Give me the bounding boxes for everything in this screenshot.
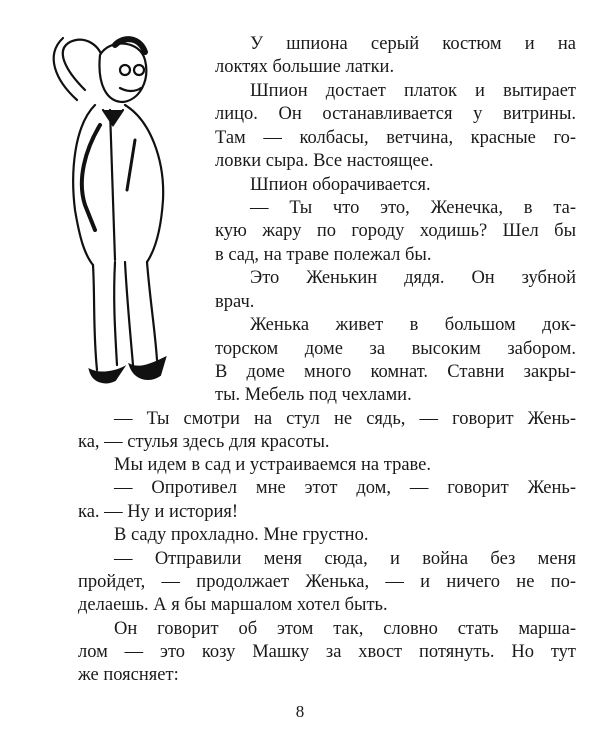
text-line: В саду прохладно. Мне грустно. (114, 525, 369, 545)
text-line: локтях большие латки. (215, 57, 395, 77)
text-line: — Отправили меня сюда, и война без меня (114, 549, 576, 569)
text-line: Он говорит об этом так, словно стать марша- (114, 619, 576, 639)
text-line: врач. (215, 292, 255, 312)
text-line: — Опротивел мне этот дом, — говорит Жень- (114, 478, 576, 498)
text-line: Шпион оборачивается. (250, 175, 431, 195)
text-line: ка. — Ну и история! (78, 502, 239, 522)
text-line: ты. Мебель под чехлами. (215, 385, 412, 405)
text-line: лом — это козу Машку за хвост потянуть. Но тут (78, 642, 576, 662)
text-line: ка, — стулья здесь для красоты. (78, 432, 330, 452)
text-line: лицо. Он останавливается у витрины. (215, 104, 576, 124)
text-line: У шпиона серый костюм и на (250, 34, 576, 54)
text-line: В доме много комнат. Ставни закры- (215, 362, 576, 382)
text-line: ловки сыра. Все настоящее. (215, 151, 434, 171)
text-line: же поясняет: (78, 665, 179, 685)
text-line: Там — колбасы, ветчина, красные го- (215, 128, 576, 148)
text-line: пройдет, — продолжает Женька, — и ничего не по- (78, 572, 576, 592)
text-line: Шпион достает платок и вытирает (250, 81, 576, 101)
page-number: 8 (295, 702, 305, 721)
text-line: — Ты что это, Женечка, в та- (250, 198, 576, 218)
text-line: — Ты смотри на стул не сядь, — говорит Жень- (114, 409, 576, 429)
text-line: торском доме за высоким забором. (215, 339, 576, 359)
text-line: в сад, на траве полежал бы. (215, 245, 432, 265)
text-line: Это Женькин дядя. Он зубной (250, 268, 576, 288)
illustration-man-standing (15, 30, 210, 390)
text-line: Женька живет в большом док- (250, 315, 576, 335)
text-line: делаешь. А я бы маршалом хотел быть. (78, 595, 388, 615)
text-line: Мы идем в сад и устраиваемся на траве. (114, 455, 432, 475)
text-line: кую жару по городу ходишь? Шел бы (215, 221, 576, 241)
